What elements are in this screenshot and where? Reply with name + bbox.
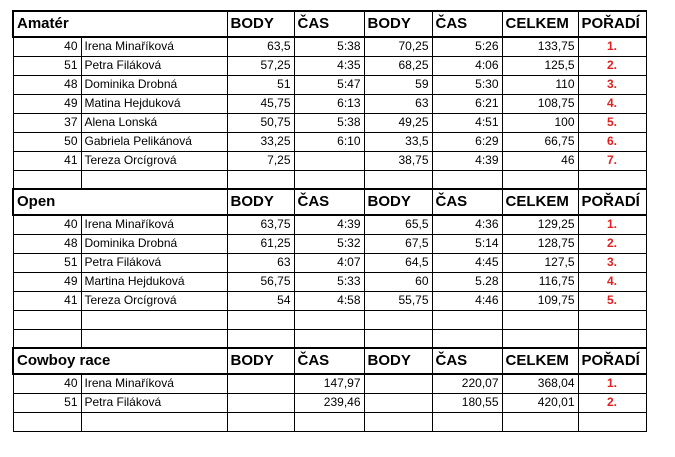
total: 46 <box>502 151 578 170</box>
column-header: BODY <box>227 348 294 374</box>
score-1: 50,75 <box>227 113 294 132</box>
score-1: 57,25 <box>227 56 294 75</box>
table-row <box>13 75 646 94</box>
blank-row <box>13 329 646 348</box>
rider-name: Matina Hejduková <box>81 94 227 113</box>
score-2: 67,5 <box>364 234 432 253</box>
score-2: 55,75 <box>364 291 432 310</box>
section-header-row <box>13 11 646 37</box>
time-2: 4:45 <box>432 253 502 272</box>
empty-cell <box>81 329 227 348</box>
empty-cell <box>578 310 646 329</box>
start-number: 48 <box>13 75 81 94</box>
rider-name: Irena Minaříková <box>81 37 227 56</box>
empty-cell <box>13 329 81 348</box>
score-2: 65,5 <box>364 215 432 234</box>
column-header: ČAS <box>432 348 502 374</box>
empty-cell <box>13 310 81 329</box>
section-title: Open <box>13 189 227 215</box>
total: 125,5 <box>502 56 578 75</box>
empty-cell <box>432 170 502 189</box>
total: 133,75 <box>502 37 578 56</box>
blank-row <box>13 310 646 329</box>
empty-cell <box>578 412 646 431</box>
rider-name: Irena Minaříková <box>81 215 227 234</box>
empty-cell <box>502 170 578 189</box>
empty-cell <box>294 412 364 431</box>
column-header: CELKEM <box>502 11 578 37</box>
blank-row <box>13 170 646 189</box>
rider-name: Irena Minaříková <box>81 374 227 393</box>
table-row <box>13 132 646 151</box>
start-number: 51 <box>13 56 81 75</box>
empty-cell <box>13 412 81 431</box>
rank: 2. <box>578 234 646 253</box>
time-1: 239,46 <box>294 393 364 412</box>
time-2: 180,55 <box>432 393 502 412</box>
column-header: CELKEM <box>502 348 578 374</box>
empty-cell <box>432 329 502 348</box>
table-row <box>13 393 646 412</box>
time-2: 5:14 <box>432 234 502 253</box>
rank: 7. <box>578 151 646 170</box>
start-number: 41 <box>13 291 81 310</box>
time-1: 4:07 <box>294 253 364 272</box>
column-header: ČAS <box>294 348 364 374</box>
rider-name: Gabriela Pelikánová <box>81 132 227 151</box>
empty-cell <box>364 329 432 348</box>
time-1: 147,97 <box>294 374 364 393</box>
time-1 <box>294 151 364 170</box>
rider-name: Martina Hejduková <box>81 272 227 291</box>
empty-cell <box>502 310 578 329</box>
time-1: 6:13 <box>294 94 364 113</box>
time-1: 5:32 <box>294 234 364 253</box>
rider-name: Petra Filáková <box>81 253 227 272</box>
score-2: 68,25 <box>364 56 432 75</box>
time-2: 5:30 <box>432 75 502 94</box>
total: 420,01 <box>502 393 578 412</box>
time-2: 5:26 <box>432 37 502 56</box>
rank: 1. <box>578 374 646 393</box>
score-2 <box>364 374 432 393</box>
results-sheet <box>12 10 647 432</box>
rank: 6. <box>578 132 646 151</box>
score-1: 61,25 <box>227 234 294 253</box>
column-header: BODY <box>227 11 294 37</box>
score-1 <box>227 374 294 393</box>
empty-cell <box>227 170 294 189</box>
column-header: BODY <box>364 189 432 215</box>
column-header: BODY <box>227 189 294 215</box>
time-2: 5.28 <box>432 272 502 291</box>
empty-cell <box>81 170 227 189</box>
empty-cell <box>502 329 578 348</box>
score-1: 56,75 <box>227 272 294 291</box>
table-row <box>13 94 646 113</box>
time-1: 4:58 <box>294 291 364 310</box>
empty-cell <box>13 170 81 189</box>
start-number: 48 <box>13 234 81 253</box>
rank: 4. <box>578 272 646 291</box>
score-2: 70,25 <box>364 37 432 56</box>
column-header: ČAS <box>432 189 502 215</box>
section-header-row <box>13 348 646 374</box>
empty-cell <box>227 310 294 329</box>
total: 368,04 <box>502 374 578 393</box>
time-2: 6:21 <box>432 94 502 113</box>
empty-cell <box>432 412 502 431</box>
time-2: 4:06 <box>432 56 502 75</box>
score-2: 63 <box>364 94 432 113</box>
start-number: 40 <box>13 374 81 393</box>
rank: 3. <box>578 253 646 272</box>
start-number: 51 <box>13 393 81 412</box>
time-1: 5:38 <box>294 37 364 56</box>
rider-name: Dominika Drobná <box>81 75 227 94</box>
time-1: 4:35 <box>294 56 364 75</box>
total: 116,75 <box>502 272 578 291</box>
rider-name: Tereza Orcígrová <box>81 151 227 170</box>
table-row <box>13 234 646 253</box>
score-1: 63,5 <box>227 37 294 56</box>
table-row <box>13 215 646 234</box>
start-number: 49 <box>13 94 81 113</box>
empty-cell <box>294 170 364 189</box>
rank: 2. <box>578 56 646 75</box>
table-row <box>13 37 646 56</box>
score-1: 33,25 <box>227 132 294 151</box>
time-2: 4:51 <box>432 113 502 132</box>
empty-cell <box>578 329 646 348</box>
rank: 1. <box>578 215 646 234</box>
total: 108,75 <box>502 94 578 113</box>
rank: 5. <box>578 291 646 310</box>
score-1: 54 <box>227 291 294 310</box>
column-header: CELKEM <box>502 189 578 215</box>
column-header: POŘADÍ <box>578 189 646 215</box>
empty-cell <box>294 310 364 329</box>
empty-cell <box>81 412 227 431</box>
total: 128,75 <box>502 234 578 253</box>
empty-cell <box>578 170 646 189</box>
column-header: ČAS <box>294 11 364 37</box>
total: 110 <box>502 75 578 94</box>
score-1 <box>227 393 294 412</box>
time-1: 5:33 <box>294 272 364 291</box>
column-header: ČAS <box>432 11 502 37</box>
section-header-row <box>13 189 646 215</box>
column-header: BODY <box>364 11 432 37</box>
score-2 <box>364 393 432 412</box>
column-header: ČAS <box>294 189 364 215</box>
empty-cell <box>364 412 432 431</box>
table-row <box>13 56 646 75</box>
rank: 5. <box>578 113 646 132</box>
rank: 4. <box>578 94 646 113</box>
total: 127,5 <box>502 253 578 272</box>
score-2: 49,25 <box>364 113 432 132</box>
total: 109,75 <box>502 291 578 310</box>
time-2: 4:39 <box>432 151 502 170</box>
score-1: 45,75 <box>227 94 294 113</box>
time-1: 5:47 <box>294 75 364 94</box>
time-1: 6:10 <box>294 132 364 151</box>
score-1: 63,75 <box>227 215 294 234</box>
table-row <box>13 291 646 310</box>
score-1: 7,25 <box>227 151 294 170</box>
rider-name: Dominika Drobná <box>81 234 227 253</box>
empty-cell <box>502 412 578 431</box>
time-2: 6:29 <box>432 132 502 151</box>
time-1: 4:39 <box>294 215 364 234</box>
table-row <box>13 151 646 170</box>
start-number: 40 <box>13 37 81 56</box>
start-number: 51 <box>13 253 81 272</box>
time-2: 4:36 <box>432 215 502 234</box>
empty-cell <box>364 310 432 329</box>
empty-cell <box>227 412 294 431</box>
total: 100 <box>502 113 578 132</box>
score-2: 64,5 <box>364 253 432 272</box>
column-header: POŘADÍ <box>578 11 646 37</box>
section-title: Cowboy race <box>13 348 227 374</box>
blank-row <box>13 412 646 431</box>
start-number: 49 <box>13 272 81 291</box>
rider-name: Tereza Orcígrová <box>81 291 227 310</box>
empty-cell <box>364 170 432 189</box>
total: 66,75 <box>502 132 578 151</box>
score-2: 60 <box>364 272 432 291</box>
empty-cell <box>227 329 294 348</box>
table-row <box>13 374 646 393</box>
start-number: 41 <box>13 151 81 170</box>
time-2: 220,07 <box>432 374 502 393</box>
table-row <box>13 253 646 272</box>
section-title: Amatér <box>13 11 227 37</box>
empty-cell <box>294 329 364 348</box>
rank: 1. <box>578 37 646 56</box>
rank: 2. <box>578 393 646 412</box>
start-number: 40 <box>13 215 81 234</box>
score-2: 38,75 <box>364 151 432 170</box>
rider-name: Petra Filáková <box>81 393 227 412</box>
score-2: 59 <box>364 75 432 94</box>
time-2: 4:46 <box>432 291 502 310</box>
table-row <box>13 272 646 291</box>
score-1: 63 <box>227 253 294 272</box>
rank: 3. <box>578 75 646 94</box>
empty-cell <box>432 310 502 329</box>
score-2: 33,5 <box>364 132 432 151</box>
empty-cell <box>81 310 227 329</box>
total: 129,25 <box>502 215 578 234</box>
time-1: 5:38 <box>294 113 364 132</box>
start-number: 37 <box>13 113 81 132</box>
start-number: 50 <box>13 132 81 151</box>
results-table <box>12 10 647 432</box>
table-row <box>13 113 646 132</box>
column-header: POŘADÍ <box>578 348 646 374</box>
column-header: BODY <box>364 348 432 374</box>
score-1: 51 <box>227 75 294 94</box>
rider-name: Alena Lonská <box>81 113 227 132</box>
rider-name: Petra Filáková <box>81 56 227 75</box>
